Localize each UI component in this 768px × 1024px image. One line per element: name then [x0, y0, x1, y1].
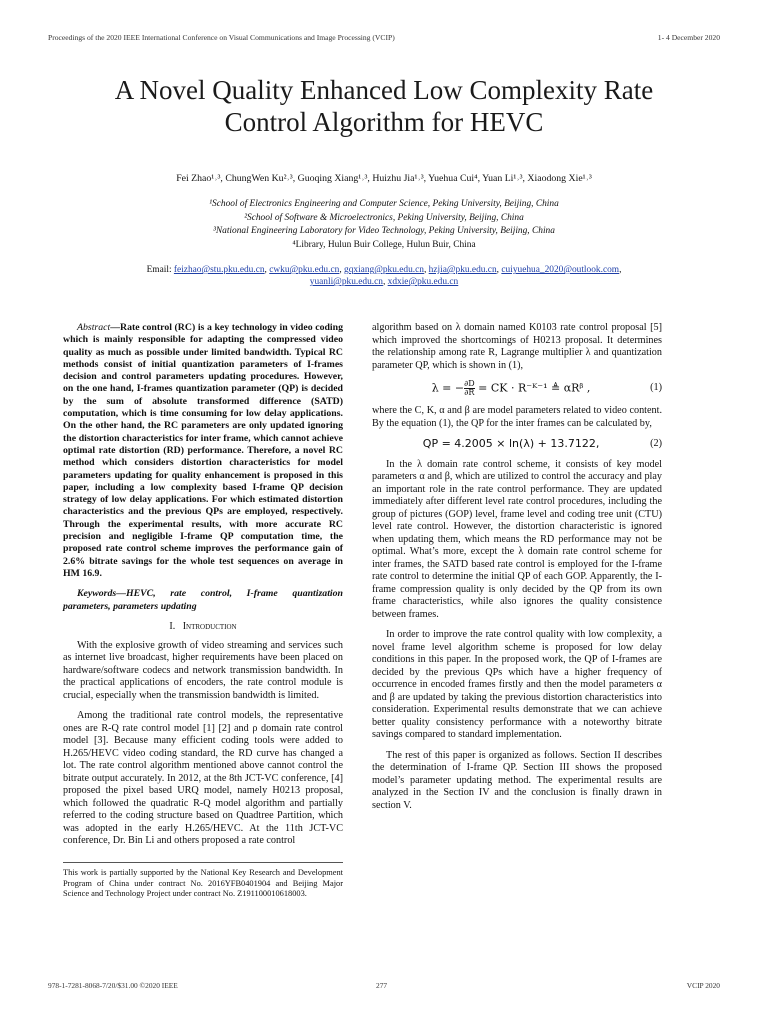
equation-1 — [372, 380, 662, 397]
keywords: Keywords—HEVC, rate control, I-frame quantization parameters, parameters updating — [63, 588, 343, 612]
right-paragraph-2: where the C, K, α and β are model parameters related to video content. By the equation (1), the QP for the inter frames can be calculated by, — [372, 405, 662, 429]
section-title: Introduction — [182, 621, 237, 633]
equation-1-lhs: λ = − — [431, 381, 465, 395]
affiliation-2: ²School of Software & Microelectronics, Peking University, Beijing, China — [244, 212, 524, 223]
email-link[interactable]: gqxiang@pku.edu.cn — [344, 265, 424, 275]
section-heading-introduction — [63, 621, 343, 634]
title-line-1: A Novel Quality Enhanced Low Complexity Rate — [114, 75, 654, 105]
paper-title — [40, 74, 728, 138]
equation-1-label: (1) — [650, 382, 662, 394]
email-link[interactable]: cuiyuehua_2020@outlook.com — [501, 265, 620, 275]
email-block: Email: feizhao@stu.pku.edu.cn, cwku@pku.edu.cn, gqxiang@pku.edu.cn, hzjia@pku.edu.cn, cuiyuehua_2020@outlook.com, yuanli@pku.edu.cn, xdxie@pku.edu.cn — [146, 265, 622, 287]
intro-paragraph-2: Among the traditional rate control models, the representative ones are R-Q rate control model [1] [2] and ρ domain rate control model [3]. Because many efficient coding tools were added to H.265/HEVC video coding standard, the RD curve has changed a lot. The rate control algorithm mentioned above cannot control the bitrate output accurately. In 2012, at the 8th JCT-VC conference, [4] proposed the pixel based URQ model, namely H0213 proposal, which followed the quadratic R-Q model algorithm and partially referred to the coding structure based on Quadtree Partition, which was adopted in the early H.265/HEVC. At the 11th JCT-VC conference, Dr. Bin Li and others proposed a rate control — [63, 710, 343, 847]
affiliation-3: ³National Engineering Laboratory for Video Technology, Peking University, Beijing, China — [213, 226, 555, 237]
equation-1-denominator: ∂R — [464, 388, 475, 397]
running-header-left: Proceedings of the 2020 IEEE International Conference on Visual Communications and Image Processing (VCIP) — [48, 33, 395, 42]
abstract-label: Abstract — [77, 322, 111, 333]
page-number: 277 — [376, 981, 388, 990]
right-paragraph-4: In order to improve the rate control quality with low complexity, a novel frame level algorithm scheme is proposed for low delay conditions in this paper. In the proposed work, the QP of I-frames are decided by the previous QPs which have a higher frequency of occurrence in encoded frames firstly and then the model parameters α and β are updated by taking the previous distortion characteristics into consideration. Experimental results demonstrate that we can achieve better quality consistency performance with a noteworthy bitrate savings compared to standard implementation. — [372, 629, 662, 740]
footnote: This work is partially supported by the National Key Research and Development Program of China under contract No. 2016YFB0401904 and Beijing Major Science and Technology Project under contract No. Z191100010618003. — [63, 862, 343, 900]
equation-2-body: QP = 4.2005 × ln(λ) + 13.7122, — [422, 437, 600, 450]
footer-conference: VCIP 2020 — [686, 981, 720, 990]
right-paragraph-3: In the λ domain rate control scheme, it consists of key model parameters α and β, which are utilized to control the accuracy and play an important role in the rate control performance. They are updated immediately after different level rate control procedures, including the group of pictures (GOP) level, frame level and coding tree unit (CTU) level rate control. However, the distortion characteristic is ignored when updating them, which means the RD performance may not be optimal. What’s more, except the λ domain rate control scheme for inter frames, the SATD based rate control is employed for the I-frame rate control to determine the initial QP of each GOP. Apparently, the I-frame compression quality is only decided by the QP from its own frame characteristics, while also ignores the quality consistence between frames. — [372, 458, 662, 620]
running-header-right: 1- 4 December 2020 — [657, 33, 720, 42]
email-label: Email: — [146, 265, 172, 275]
author-list: Fei Zhao¹˒³, ChungWen Ku²˒³, Guoqing Xiang¹˒³, Huizhu Jia¹˒³, Yuehua Cui⁴, Yuan Li¹˒³, Xiaodong Xie¹˒³ — [176, 173, 592, 184]
email-link[interactable]: feizhao@stu.pku.edu.cn — [173, 265, 265, 275]
intro-paragraph-1: With the explosive growth of video streaming and services such as internet live broadcast, higher requirements have been placed on hardware/software codecs and network transmission bandwidth. In the practical applications of encoders, the rate control module is crucial, especially when the transmission bandwidth is limited. — [63, 639, 343, 701]
equation-1-numerator: ∂D — [464, 379, 475, 388]
title-line-2: Control Algorithm for HEVC — [224, 107, 544, 137]
equation-2 — [372, 438, 662, 451]
email-link[interactable]: cwku@pku.edu.cn — [269, 265, 340, 275]
abstract — [63, 322, 343, 580]
email-link[interactable]: hzjia@pku.edu.cn — [428, 265, 497, 275]
email-link[interactable]: yuanli@pku.edu.cn — [309, 277, 383, 287]
right-column — [372, 322, 662, 820]
affiliations — [40, 198, 728, 252]
affiliation-1: ¹School of Electronics Engineering and Computer Science, Peking University, Beijing, China — [209, 199, 559, 209]
footer-copyright: 978-1-7281-8068-7/20/$31.00 ©2020 IEEE — [48, 981, 178, 990]
abstract-text: —Rate control (RC) is a key technology in video coding which is mainly responsible for adapting the compressed video quality as much as possible under limited bandwidth. Typical RC methods consist of initial quantization parameters of I-frames decision and control parameters updating procedures. However, on the one hand, I-frames quantization parameter (QP) is decided by the sum of absolute transformed difference (SATD) computation, which is time consuming for low delay applications. On the other hand, the RC parameters are only updated ignoring the distortion characteristics for inter frame, which cannot achieve optimal rate distortion (RD) performance. Therefore, a novel RC method which considers distortion characteristics for model parameters updating for quality enhancement is proposed in this paper, including a low complexity based I-frame QP decision strategy of low delay applications. For which estimated distortion characteristics and the previous QPs are employed, respectively. Through the experimental results, with more accurate RC precision and negligible I-frame QP computation time, the proposed rate control scheme improves the performance gain of 2.6% bitrate savings for the whole test sequences on average in HM 16.9. — [63, 322, 343, 579]
affiliation-4: ⁴Library, Hulun Buir College, Hulun Buir, China — [292, 239, 476, 250]
left-column — [63, 322, 343, 856]
right-paragraph-5: The rest of this paper is organized as follows. Section II describes the determination of I-frame QP. Section III shows the proposed model’s parameter updating method. The experimental results are analyzed in the Section IV and the conclusion is finally drawn in section V. — [372, 749, 662, 811]
equation-1-body — [372, 380, 650, 397]
section-number: I. — [169, 621, 176, 633]
equation-2-label: (2) — [650, 438, 662, 449]
equation-1-fraction — [464, 380, 475, 397]
right-paragraph-1: algorithm based on λ domain named K0103 rate control proposal [5] which improved the shortcomings of H0213 proposal. It determines the relationship among rate R, Lagrange multiplier λ and quantization parameter QP, which is shown in (1), — [372, 322, 662, 371]
email-link[interactable]: xdxie@pku.edu.cn — [387, 277, 459, 287]
equation-1-rhs: = CK · R⁻ᴷ⁻¹ ≜ αRᵝ , — [474, 381, 591, 395]
